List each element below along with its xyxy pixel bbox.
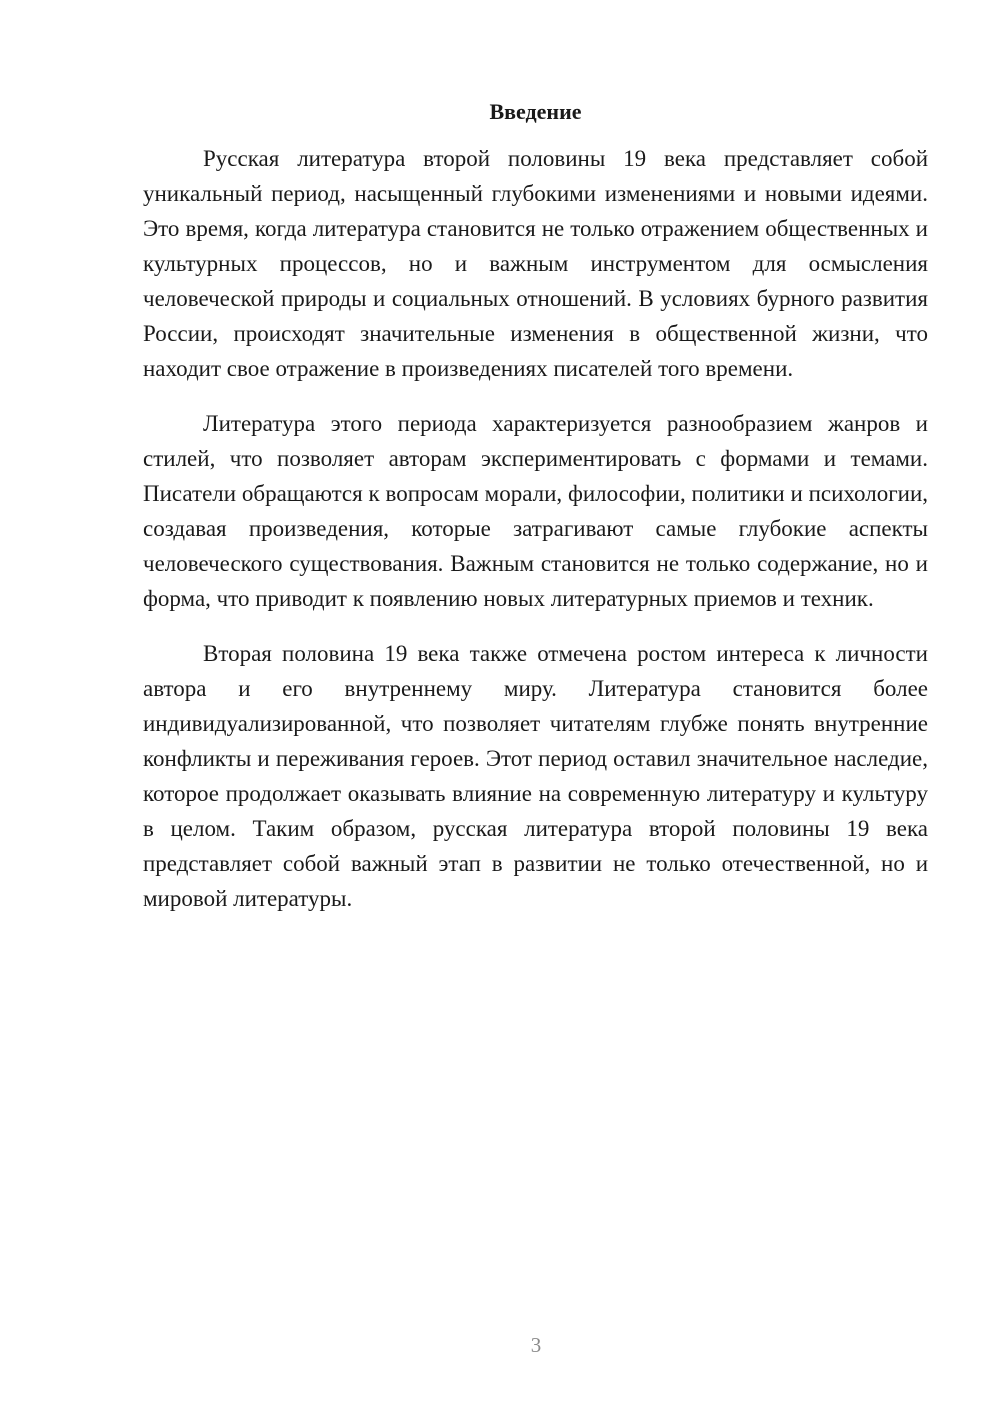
page-number: 3 <box>530 1333 542 1357</box>
paragraph-1: Русская литература второй половины 19 века представляет собой уникальный период, насыщенный глубокими изменениями и новыми идеями. Это время, когда литература становится не только отражением общественных и культурных процессов, но и важным инструментом для осмысления человеческой природы и социальных отношений. В условиях бурного развития России, происходят значительные изменения в общественной жизни, что находит свое отражение в произведениях писателей того времени. <box>143 146 928 381</box>
page-content <box>143 94 928 936</box>
section-title: Введение <box>489 99 582 124</box>
paragraph-2: Литература этого периода характеризуется разнообразием жанров и стилей, что позволяет авторам экспериментировать с формами и темами. Писатели обращаются к вопросам морали, философии, политики и психологии, создавая произведения, которые затрагивают самые глубокие аспекты человеческого существования. Важным становится не только содержание, но и форма, что приводит к появлению новых литературных приемов и техник. <box>143 411 928 611</box>
paragraph-3: Вторая половина 19 века также отмечена ростом интереса к личности автора и его внутреннему миру. Литература становится более индивидуализированной, что позволяет читателям глубже понять внутренние конфликты и переживания героев. Этот период оставил значительное наследие, которое продолжает оказывать влияние на современную литературу и культуру в целом. Таким образом, русская литература второй половины 19 века представляет собой важный этап в развитии не только отечественной, но и мировой литературы. <box>143 641 928 911</box>
